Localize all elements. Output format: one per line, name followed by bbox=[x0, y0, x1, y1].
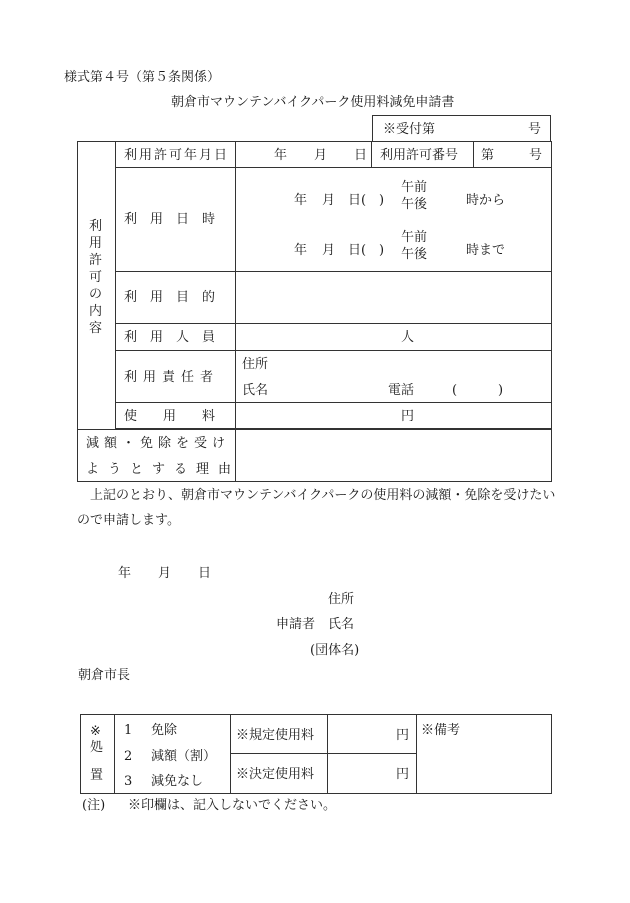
processing-side-label: ※ 処 置 bbox=[81, 715, 115, 794]
reason-table bbox=[77, 429, 552, 482]
applicant-address-label: 住所 bbox=[328, 592, 355, 607]
processing-table bbox=[80, 714, 552, 794]
purpose-field[interactable] bbox=[236, 272, 552, 324]
receipt-cell[interactable] bbox=[373, 116, 551, 142]
manager-field[interactable]: 住所 氏名 電話 ( ) bbox=[236, 351, 552, 403]
applicant-label: 申請者 bbox=[276, 617, 316, 632]
permit-side-label: 利 用 許 可 の 内 容 bbox=[78, 142, 116, 430]
manager-label: 利用責任者 bbox=[116, 351, 236, 403]
people-field[interactable]: 人 bbox=[236, 324, 552, 351]
applicant-name-label: 氏名 bbox=[328, 617, 355, 632]
decided-fee-label: ※決定使用料 bbox=[231, 754, 328, 794]
statement-line2: ので申請します。 bbox=[77, 513, 180, 528]
fee-label: 使 用 料 bbox=[116, 403, 236, 429]
standard-fee-field[interactable]: 円 bbox=[328, 715, 417, 754]
usage-datetime-field[interactable]: 年 月 日( ) 午前 午後 時から 年 月 日( ) 午前 午後 時まで bbox=[236, 168, 552, 272]
permit-date-label: 利用許可年月日 bbox=[116, 142, 236, 168]
permit-date-field[interactable]: 年 月 日 bbox=[236, 142, 372, 168]
date-month: 月 bbox=[158, 566, 172, 581]
fee-field[interactable]: 円 bbox=[236, 403, 552, 429]
usage-datetime-label: 利 用 日 時 bbox=[116, 168, 236, 272]
name-label: 氏名 bbox=[242, 383, 269, 398]
permit-number-label: 利用許可番号 bbox=[372, 142, 474, 168]
processing-options[interactable]: 1 免除 2 減額（割） 3 減免なし bbox=[115, 715, 231, 794]
addressee: 朝倉市長 bbox=[78, 668, 131, 683]
statement-line1: 上記のとおり、朝倉市マウンテンバイクパークの使用料の減額・免除を受けたい bbox=[90, 488, 556, 503]
decided-fee-field[interactable]: 円 bbox=[328, 754, 417, 794]
receipt-label: ※受付第 bbox=[383, 122, 436, 137]
reason-field[interactable] bbox=[236, 430, 552, 482]
reason-label: 減額・免除を受け ようとする理由 bbox=[78, 430, 236, 482]
permit-number-field[interactable]: 第 号 bbox=[474, 142, 552, 168]
receipt-suffix: 号 bbox=[527, 122, 541, 137]
receipt-box bbox=[372, 115, 551, 142]
footnote-text: ※印欄は、記入しないでください。 bbox=[128, 798, 337, 813]
footnote-prefix: (注) bbox=[82, 798, 106, 813]
permit-table bbox=[77, 141, 552, 430]
phone-label: 電話 bbox=[388, 383, 415, 398]
people-label: 利 用 人 員 bbox=[116, 324, 236, 351]
group-name-label: (団体名) bbox=[310, 643, 360, 658]
date-year: 年 bbox=[118, 566, 132, 581]
page-title: 朝倉市マウンテンバイクパーク使用料減免申請書 bbox=[171, 95, 455, 110]
date-day: 日 bbox=[198, 566, 212, 581]
remarks-field[interactable]: ※備考 bbox=[417, 715, 552, 794]
standard-fee-label: ※規定使用料 bbox=[231, 715, 328, 754]
purpose-label: 利 用 目 的 bbox=[116, 272, 236, 324]
form-number: 様式第４号（第５条関係） bbox=[64, 70, 221, 85]
address-label: 住所 bbox=[242, 357, 269, 372]
